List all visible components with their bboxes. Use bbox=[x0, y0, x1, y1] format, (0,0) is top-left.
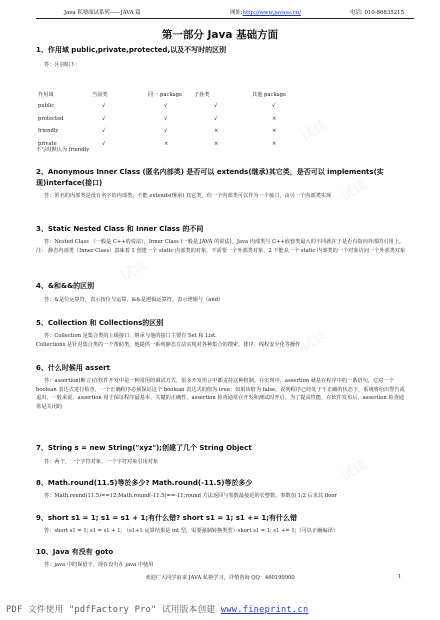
table-header-cell: 子孙类 bbox=[194, 92, 210, 98]
watermark: 试读 bbox=[338, 176, 371, 205]
page-footer: 欢迎广大同学前来 JAVA 私塾学习，详情咨询 QQ：460190900 bbox=[145, 575, 295, 581]
table-header-cell: 其他 package bbox=[252, 92, 286, 98]
table-cell: √ bbox=[164, 128, 168, 135]
q8-answer: 答：Math.round(11.5)==12;Math.round(-11.5)==-11;round 方法返回与参数最接近的长整数，参数加 1/2 后求其 floor bbox=[44, 493, 338, 499]
header-phone: 电话: 010-86835215 bbox=[350, 10, 404, 16]
table-cell: friendly bbox=[38, 128, 59, 135]
table-cell: √ bbox=[272, 103, 276, 110]
table-cell: √ bbox=[164, 115, 168, 122]
q2-answer: 答：匿名的内部类是没有名字的内部类。不能 extends(继承) 其它类，但一个内部类可以作为一个接口，由另一个内部类实现 bbox=[44, 193, 332, 199]
page-header bbox=[36, 6, 414, 18]
page-title: 第一部分 Java 基础方面 bbox=[161, 29, 279, 41]
q8-heading: 8、Math.round(11.5)等於多少? Math.round(-11.5)等於多少 bbox=[36, 479, 253, 487]
table-header-cell: 当前类 bbox=[92, 92, 108, 98]
q3-answer: 答：Nested Class （一般是 C++的说法），Inner Class (一般是 JAVA 的说法)。Java 内部类与 C++嵌套类最大的不同就在于是否有指向外部的引用上。注： 静态内部类（Inner Class）意味着 1 创建一个 static 内部类的对象，不需要一个外部类对象，2 不能从一个 static 内部类的一个对象访问一个外部类对象 bbox=[36, 239, 406, 254]
table-row bbox=[36, 101, 408, 113]
q6-heading: 6、什么时候用 assert bbox=[36, 364, 110, 372]
q7-answer: 答：两个，一个字符对象，一个字符对象引用对象 bbox=[44, 459, 159, 465]
q4-answer: 答：&是位运算符，表示按位与运算，&&是逻辑运算符，表示逻辑与（and） bbox=[44, 297, 224, 303]
q2-heading: 2、Anonymous Inner Class (匿名内部类) 是否可以 extends(继承)其它类，是否可以 implements(实现)interface(接口) bbox=[36, 168, 384, 187]
q5-heading: 5、Collection 和 Collections的区别 bbox=[36, 319, 164, 327]
table-cell: private bbox=[38, 140, 57, 147]
table-cell: √ bbox=[102, 115, 106, 122]
q1-heading: 1、作用域 public,private,protected,以及不写时的区别 bbox=[36, 46, 227, 54]
q7-heading: 7、String s = new String("xyz");创建了几个 String Object bbox=[36, 444, 252, 452]
q5-answer: 答：Collection 是集合类的上级接口，继承与他的接口主要有 Set 和 List. bbox=[44, 333, 217, 339]
table-cell: √ bbox=[102, 140, 106, 147]
table-cell: √ bbox=[214, 115, 218, 122]
table-cell: protected bbox=[38, 115, 64, 122]
table-cell: √ bbox=[164, 103, 168, 110]
table-cell: × bbox=[272, 128, 277, 135]
table-cell: × bbox=[164, 140, 169, 147]
table-header-cell: 同一 package bbox=[148, 92, 182, 98]
table-cell: √ bbox=[214, 103, 218, 110]
q6-answer: 答：assertion(断言)在软件开发中是一种常用的调试方式，很多开发语言中都支持这种机制。在实现中，assertion 就是在程序中的一条语句，它对一个 boolean 表达式进行检查，一个正确程序必须保证这个 boolean 表达式的值为 true；如果该值为 false，说明程序已经处于不正确的状态下，系统将给出警告或退出。一般来说，assertion 用于保证程序最基本、关键的正确性。assertion 检查通常在开发和测试时开启。为了提高性能，在软件发布后，assertion 检查通常是关闭的 bbox=[36, 378, 405, 410]
table-header-cell: 作用域 bbox=[38, 92, 54, 98]
header-site: 网址:http://www.javass.cn/ bbox=[230, 10, 301, 16]
q4-heading: 4、&和&&的区别 bbox=[36, 282, 95, 290]
watermark: 试读 bbox=[298, 116, 331, 145]
header-title: Java 私塾面试系列——JAVA 篇 bbox=[64, 10, 141, 16]
table-cell: √ bbox=[102, 128, 106, 135]
watermark: 试读 bbox=[298, 326, 331, 355]
q9-answer: 答：short s1 = 1; s1 = s1 + 1; （s1+1 运算结果是 int 型，需要强制转换类型）short s1 = 1; s1 += 1;（可以正确编译） bbox=[44, 528, 338, 534]
pdf-factory-text: PDF 文件使用 "pdfFactory Pro" 试用版本创建 www.fineprint.cn bbox=[6, 605, 309, 615]
page-number: 1 bbox=[398, 574, 402, 580]
table-cell: public bbox=[38, 103, 55, 110]
header-site-link[interactable]: http://www.javass.cn/ bbox=[242, 10, 301, 16]
q1-answer: 答：区别如下： bbox=[44, 62, 81, 68]
watermark: 试读 bbox=[338, 456, 371, 485]
table-row bbox=[36, 114, 408, 126]
scope-table bbox=[36, 89, 408, 151]
table-cell: √ bbox=[102, 103, 106, 110]
fineprint-link[interactable]: www.fineprint.cn bbox=[220, 605, 309, 615]
q9-heading: 9、short s1 = 1; s1 = s1 + 1;有什么错? short s1 = 1; s1 += 1;有什么错 bbox=[36, 514, 298, 522]
watermark: 试读 bbox=[118, 256, 151, 285]
pdf-factory-bar bbox=[0, 600, 440, 620]
table-cell: × bbox=[272, 115, 277, 122]
table-cell: × bbox=[214, 140, 219, 147]
table-row bbox=[36, 126, 408, 138]
q1-note: 不写时默认为 friendly bbox=[36, 147, 90, 153]
table-header-row bbox=[36, 89, 408, 101]
table-cell: × bbox=[272, 140, 277, 147]
q3-heading: 3、Static Nested Class 和 Inner Class 的不同 bbox=[36, 225, 204, 233]
table-cell: × bbox=[214, 128, 219, 135]
q10-heading: 10、Java 有没有 goto bbox=[36, 548, 114, 556]
header-rule bbox=[36, 18, 414, 19]
q10-answer: 答：java 中的保留字，现在没有在 java 中使用 bbox=[44, 562, 154, 568]
q5-answer-2: Collections 是针对集合类的一个帮助类，他提供一系列静态方法实现对各种集合的搜索、排序、线程安全化等操作 bbox=[36, 342, 301, 348]
